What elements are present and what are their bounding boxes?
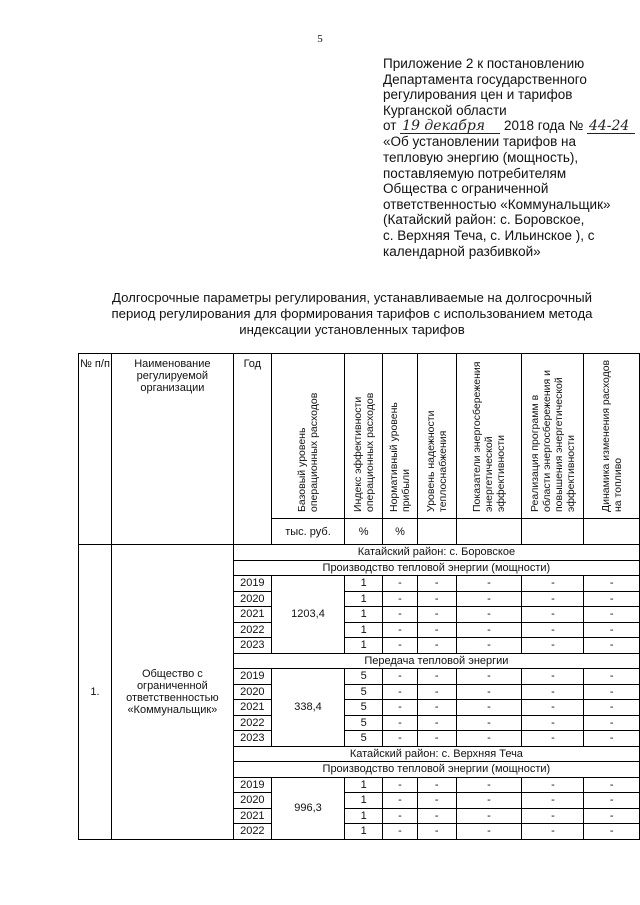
fuel-dynamics-cell: -	[584, 700, 640, 716]
activity-name: Производство тепловой энергии (мощности)	[233, 560, 639, 576]
handwritten-number: 44-24	[587, 120, 635, 134]
fuel-dynamics-cell: -	[584, 669, 640, 685]
appendix-line: Курганской области	[383, 102, 507, 118]
year-cell: 2020	[233, 591, 271, 607]
reliability-cell: -	[417, 576, 456, 592]
profit-cell: -	[383, 715, 418, 731]
appendix-subject-line: ответственностью «Коммунальщик»	[383, 196, 611, 212]
profit-cell: -	[383, 576, 418, 592]
header-base-level	[271, 354, 344, 519]
program-cell: -	[522, 777, 584, 793]
title-line: индексации установленных тарифов	[239, 322, 465, 337]
header-dynamics-text: Динамика изменения расходов на топливо	[599, 359, 624, 512]
reliability-cell: -	[417, 607, 456, 623]
unit-empty	[456, 519, 522, 545]
fuel-dynamics-cell: -	[584, 824, 640, 840]
appendix-subject-line: «Об установлении тарифов на	[383, 134, 576, 150]
appendix-subject-line: поставляемую потребителям	[383, 165, 567, 181]
reliability-cell: -	[417, 638, 456, 654]
header-reliability-text: Уровень надежности теплоснабжения	[424, 410, 449, 512]
program-cell: -	[522, 808, 584, 824]
efficiency-cell: 1	[345, 638, 383, 654]
fuel-dynamics-cell: -	[584, 607, 640, 623]
fuel-dynamics-cell: -	[584, 576, 640, 592]
reliability-cell: -	[417, 793, 456, 809]
unit-empty	[584, 519, 640, 545]
reliability-cell: -	[417, 669, 456, 685]
header-program	[522, 354, 584, 519]
reliability-cell: -	[417, 700, 456, 716]
efficiency-cell: 1	[345, 793, 383, 809]
year-cell: 2023	[233, 731, 271, 747]
energy-efficiency-cell: -	[456, 607, 522, 623]
profit-cell: -	[383, 824, 418, 840]
appendix-subject-line: Общества с ограниченной	[383, 181, 549, 197]
appendix-subject-line: с. Верхняя Теча, с. Ильинское ), с	[383, 227, 595, 243]
handwritten-date: 19 декабря	[400, 120, 500, 134]
header-program-text: Реализация программ в области энергосбережения и повышения энергетической эффективности	[528, 369, 577, 512]
program-cell: -	[522, 824, 584, 840]
year-cell: 2021	[233, 700, 271, 716]
energy-efficiency-cell: -	[456, 591, 522, 607]
header-profit-level	[383, 354, 418, 519]
reliability-cell: -	[417, 622, 456, 638]
fuel-dynamics-cell: -	[584, 793, 640, 809]
reliability-cell: -	[417, 684, 456, 700]
energy-efficiency-cell: -	[456, 700, 522, 716]
reliability-cell: -	[417, 591, 456, 607]
header-efficiency-text: Индекс эффективности операционных расходов	[351, 392, 376, 512]
year-cell: 2023	[233, 638, 271, 654]
energy-efficiency-cell: -	[456, 669, 522, 685]
fuel-dynamics-cell: -	[584, 808, 640, 824]
base-level-value: 338,4	[271, 669, 344, 747]
year-cell: 2020	[233, 793, 271, 809]
energy-efficiency-cell: -	[456, 715, 522, 731]
title-line: период регулирования для формирования тарифов с использованием метода	[111, 306, 593, 321]
fuel-dynamics-cell: -	[584, 684, 640, 700]
profit-cell: -	[383, 777, 418, 793]
appendix-subject-line: (Катайский район: с. Боровское,	[383, 212, 585, 228]
header-efficiency-index	[345, 354, 383, 519]
reliability-cell: -	[417, 777, 456, 793]
regulation-parameters-table	[78, 353, 640, 840]
energy-efficiency-cell: -	[456, 824, 522, 840]
energy-efficiency-cell: -	[456, 622, 522, 638]
program-cell: -	[522, 731, 584, 747]
year-cell: 2021	[233, 808, 271, 824]
activity-name: Производство тепловой энергии (мощности)	[233, 762, 639, 778]
unit-empty	[417, 519, 456, 545]
efficiency-cell: 5	[345, 684, 383, 700]
efficiency-cell: 5	[345, 731, 383, 747]
efficiency-cell: 1	[345, 576, 383, 592]
year-cell: 2019	[233, 777, 271, 793]
fuel-dynamics-cell: -	[584, 591, 640, 607]
efficiency-cell: 1	[345, 607, 383, 623]
reliability-cell: -	[417, 731, 456, 747]
appendix-block	[383, 56, 633, 259]
year-cell: 2019	[233, 669, 271, 685]
header-row	[79, 354, 640, 519]
efficiency-cell: 5	[345, 669, 383, 685]
energy-efficiency-cell: -	[456, 684, 522, 700]
unit-profit: %	[383, 519, 418, 545]
profit-cell: -	[383, 731, 418, 747]
efficiency-cell: 5	[345, 715, 383, 731]
header-base-text: Базовый уровень операционных расходов	[296, 392, 320, 512]
profit-cell: -	[383, 591, 418, 607]
activity-name: Передача тепловой энергии	[233, 653, 639, 669]
fuel-dynamics-cell: -	[584, 777, 640, 793]
program-cell: -	[522, 576, 584, 592]
year-cell: 2020	[233, 684, 271, 700]
district-row	[79, 545, 640, 561]
header-energy-efficiency	[456, 354, 522, 519]
year-cell: 2022	[233, 824, 271, 840]
reliability-cell: -	[417, 808, 456, 824]
efficiency-cell: 1	[345, 622, 383, 638]
program-cell: -	[522, 591, 584, 607]
profit-cell: -	[383, 684, 418, 700]
energy-efficiency-cell: -	[456, 731, 522, 747]
energy-efficiency-cell: -	[456, 777, 522, 793]
profit-cell: -	[383, 622, 418, 638]
profit-cell: -	[383, 700, 418, 716]
unit-empty	[522, 519, 584, 545]
appendix-subject-line: календарной разбивкой»	[383, 243, 541, 259]
energy-efficiency-cell: -	[456, 638, 522, 654]
appendix-line: регулирования цен и тарифов	[383, 87, 573, 103]
profit-cell: -	[383, 793, 418, 809]
header-num: № п/п	[79, 354, 112, 545]
base-level-value: 996,3	[271, 777, 344, 839]
base-level-value: 1203,4	[271, 576, 344, 654]
efficiency-cell: 1	[345, 591, 383, 607]
reliability-cell: -	[417, 824, 456, 840]
organization-name: Общество с ограниченной ответственностью «Коммунальщик»	[111, 545, 233, 840]
program-cell: -	[522, 684, 584, 700]
profit-cell: -	[383, 808, 418, 824]
program-cell: -	[522, 607, 584, 623]
unit-base: тыс. руб.	[271, 519, 344, 545]
date-prefix: от	[383, 118, 397, 134]
year-cell: 2019	[233, 576, 271, 592]
header-fuel-dynamics	[584, 354, 640, 519]
document-title	[92, 290, 612, 338]
year-cell: 2022	[233, 715, 271, 731]
district-name: Катайский район: с. Верхняя Теча	[233, 746, 639, 762]
efficiency-cell: 1	[345, 777, 383, 793]
row-number: 1.	[79, 545, 112, 840]
appendix-line: Приложение 2 к постановлению	[383, 56, 585, 71]
fuel-dynamics-cell: -	[584, 622, 640, 638]
page-number: 5	[317, 33, 323, 45]
profit-cell: -	[383, 669, 418, 685]
program-cell: -	[522, 669, 584, 685]
profit-cell: -	[383, 638, 418, 654]
efficiency-cell: 5	[345, 700, 383, 716]
header-organization: Наименование регулируемой организации	[111, 354, 233, 545]
appendix-line: Департамента государственного	[383, 71, 587, 87]
appendix-subject-line: тепловую энергию (мощность),	[383, 149, 579, 165]
energy-efficiency-cell: -	[456, 576, 522, 592]
year-cell: 2021	[233, 607, 271, 623]
year-text: 2018 года №	[503, 118, 584, 134]
efficiency-cell: 1	[345, 808, 383, 824]
fuel-dynamics-cell: -	[584, 731, 640, 747]
header-profit-text: Нормативный уровень прибыли	[387, 402, 412, 512]
title-line: Долгосрочные параметры регулирования, устанавливаемые на долгосрочный	[112, 290, 592, 305]
profit-cell: -	[383, 607, 418, 623]
header-year: Год	[233, 354, 271, 545]
reliability-cell: -	[417, 715, 456, 731]
year-cell: 2022	[233, 622, 271, 638]
appendix-date-line	[383, 118, 633, 134]
fuel-dynamics-cell: -	[584, 715, 640, 731]
header-energy-efficiency-text: Показатели энергосбережения энергетической эффективности	[471, 361, 508, 512]
energy-efficiency-cell: -	[456, 808, 522, 824]
program-cell: -	[522, 622, 584, 638]
fuel-dynamics-cell: -	[584, 638, 640, 654]
program-cell: -	[522, 638, 584, 654]
program-cell: -	[522, 793, 584, 809]
energy-efficiency-cell: -	[456, 793, 522, 809]
unit-efficiency: %	[345, 519, 383, 545]
program-cell: -	[522, 700, 584, 716]
efficiency-cell: 1	[345, 824, 383, 840]
district-name: Катайский район: с. Боровское	[233, 545, 639, 561]
program-cell: -	[522, 715, 584, 731]
header-reliability	[417, 354, 456, 519]
